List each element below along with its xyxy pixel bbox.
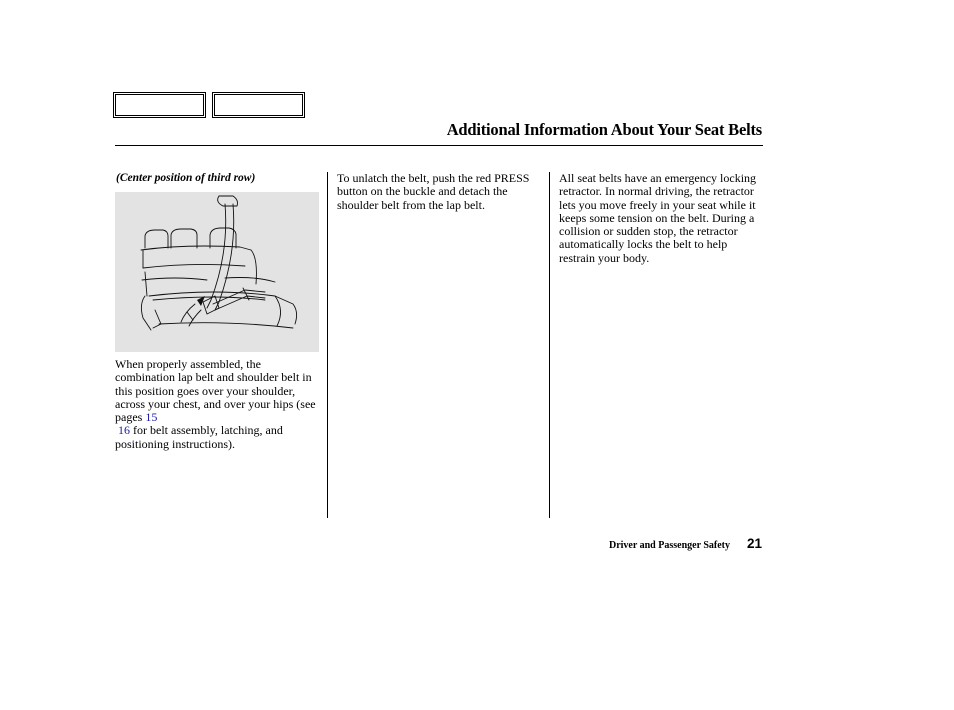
previous-page-button[interactable] xyxy=(113,92,206,118)
third-row-seat-belt-icon xyxy=(115,192,319,352)
column-divider xyxy=(327,172,328,518)
column-divider xyxy=(549,172,550,518)
page-link-15[interactable]: 15 xyxy=(145,410,158,425)
paragraph-text: for belt assembly, latching, and positioning instructions). xyxy=(115,423,283,451)
page-title: Additional Information About Your Seat Belts xyxy=(446,120,762,139)
body-paragraph: All seat belts have an emergency locking retractor. In normal driving, the retractor lets you move freely in your seat while it keeps some tension on the belt. During a collision or sudden stop, the retractor automatically locks the belt to help restrain your body. xyxy=(559,171,757,265)
seat-belt-illustration xyxy=(115,192,319,352)
page-link-16[interactable]: 16 xyxy=(118,423,130,438)
body-paragraph: To unlatch the belt, push the red PRESS button on the buckle and detach the shoulder belt from the lap belt. xyxy=(337,171,530,212)
body-paragraph xyxy=(115,358,320,451)
paragraph-text: When properly assembled, the combination lap belt and shoulder belt in this position goes over your shoulder, across your chest, and over your hips (see pages xyxy=(115,357,316,425)
title-divider xyxy=(115,145,763,146)
figure-caption: (Center position of third row) xyxy=(116,172,256,184)
next-page-button[interactable] xyxy=(212,92,305,118)
footer-section-title: Driver and Passenger Safety xyxy=(608,540,730,551)
page-number: 21 xyxy=(746,536,762,551)
